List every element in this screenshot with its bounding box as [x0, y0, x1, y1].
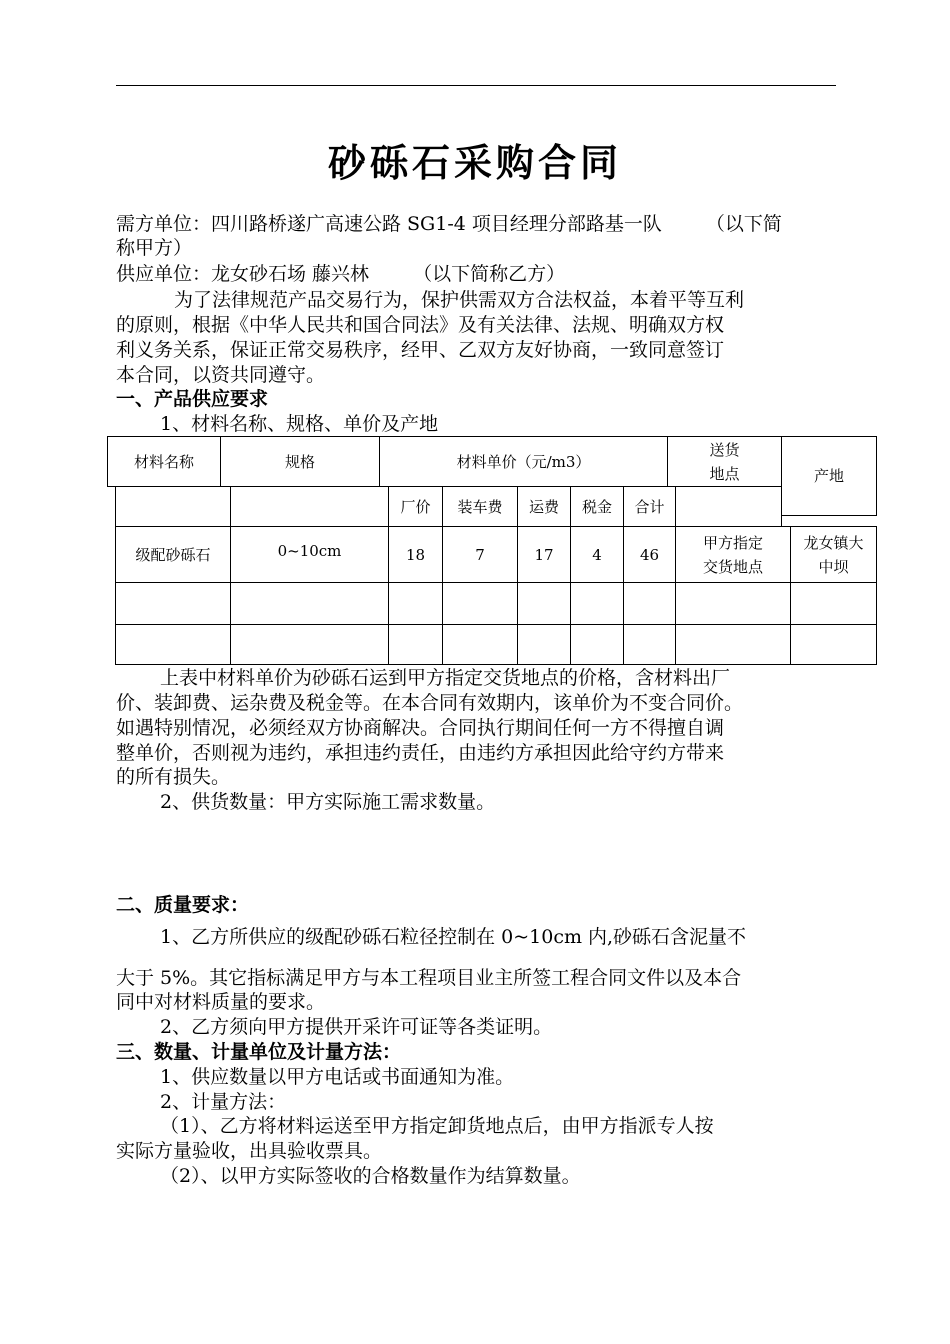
row-origin — [790, 526, 877, 583]
section2-heading: 二、质量要求： — [116, 894, 250, 916]
preamble-line: 利义务关系，保证正常交易秩序，经甲、乙双方友好协商，一致同意签订 — [116, 339, 725, 361]
table-cell — [115, 624, 231, 665]
table-header-spec: 规格 — [220, 436, 380, 487]
buyer-line-cont: 称甲方） — [116, 237, 193, 259]
table-cell — [442, 582, 518, 625]
table-cell — [790, 582, 877, 625]
section1-sub1: 1、材料名称、规格、单价及产地 — [160, 413, 439, 435]
row-delivery-2: 交货地点 — [702, 557, 763, 576]
table-cell — [623, 582, 676, 625]
row-origin-2: 中坝 — [818, 557, 849, 576]
section1-heading: 一、产品供应要求 — [116, 388, 269, 410]
measure-line: 2、计量方法： — [160, 1091, 287, 1113]
table-header-delivery — [667, 436, 782, 487]
table-cell — [442, 624, 518, 665]
table-header-name: 材料名称 — [107, 436, 221, 487]
table-cell — [570, 624, 624, 665]
row-freight: 17 — [517, 526, 571, 583]
measure-line: （1）、乙方将材料运送至甲方指定卸货地点后，由甲方指派专人按 — [160, 1115, 714, 1137]
table-sub-total: 合计 — [623, 486, 676, 527]
after-table-line: 整单价，否则视为违约，承担违约责任，由违约方承担因此给守约方带来 — [116, 742, 725, 764]
table-sub-freight: 运费 — [517, 486, 571, 527]
row-factory: 18 — [388, 526, 443, 583]
table-cell — [230, 486, 389, 527]
table-cell — [517, 582, 571, 625]
table-cell — [115, 582, 231, 625]
measure-line: （2）、以甲方实际签收的合格数量作为结算数量。 — [160, 1165, 581, 1187]
seller-line: 供应单位：龙女砂石场 藤兴林 （以下简称乙方） — [116, 263, 566, 285]
document-title: 砂砾石采购合同 — [327, 141, 622, 185]
row-origin-1: 龙女镇大 — [803, 533, 864, 552]
table-cell — [388, 624, 443, 665]
table-header-price: 材料单价（元/m3） — [379, 436, 668, 487]
table-cell — [115, 486, 231, 527]
table-cell — [623, 624, 676, 665]
quality-line: 1、乙方所供应的级配砂砾石粒径控制在 0~10cm 内,砂砾石含泥量不 — [160, 926, 747, 948]
measure-line: 1、供应数量以甲方电话或书面通知为准。 — [160, 1066, 515, 1088]
supply-quantity: 2、供货数量：甲方实际施工需求数量。 — [160, 791, 496, 813]
measure-line: 实际方量验收，出具验收票具。 — [116, 1140, 383, 1162]
buyer-line: 需方单位：四川路桥遂广高速公路 SG1-4 项目经理分部路基一队 （以下简 — [116, 213, 782, 235]
table-cell — [230, 582, 389, 625]
delivery-label-1: 送货 — [709, 440, 740, 459]
row-name: 级配砂砾石 — [115, 526, 231, 583]
row-delivery-1: 甲方指定 — [702, 533, 763, 552]
after-table-line: 上表中材料单价为砂砾石运到甲方指定交货地点的价格，含材料出厂 — [160, 667, 731, 689]
row-total: 46 — [623, 526, 676, 583]
row-spec: 0~10cm — [230, 526, 389, 583]
table-header-origin: 产地 — [781, 436, 877, 516]
after-table-line: 的所有损失。 — [116, 766, 231, 788]
table-cell — [570, 582, 624, 625]
after-table-line: 如遇特别情况，必须经双方协商解决。合同执行期间任何一方不得擅自调 — [116, 717, 725, 739]
table-sub-tax: 税金 — [570, 486, 624, 527]
quality-line: 同中对材料质量的要求。 — [116, 991, 326, 1013]
table-cell — [675, 582, 791, 625]
row-delivery — [675, 526, 791, 583]
preamble-line: 的原则，根据《中华人民共和国合同法》及有关法律、法规、明确双方权 — [116, 314, 725, 336]
table-cell — [230, 624, 389, 665]
table-cell — [517, 624, 571, 665]
row-tax: 4 — [570, 526, 624, 583]
header-rule — [116, 85, 836, 86]
section3-heading: 三、数量、计量单位及计量方法： — [116, 1041, 402, 1063]
delivery-label-2: 地点 — [709, 464, 740, 483]
row-loading: 7 — [442, 526, 518, 583]
table-cell — [675, 486, 782, 527]
after-table-line: 价、装卸费、运杂费及税金等。在本合同有效期内，该单价为不变合同价。 — [116, 692, 744, 714]
table-sub-factory: 厂价 — [388, 486, 443, 527]
preamble-line: 为了法律规范产品交易行为，保护供需双方合法权益，本着平等互利 — [174, 289, 745, 311]
table-cell — [790, 624, 877, 665]
preamble-line: 本合同，以资共同遵守。 — [116, 364, 326, 386]
table-cell — [388, 582, 443, 625]
quality-line: 2、乙方须向甲方提供开采许可证等各类证明。 — [160, 1016, 553, 1038]
quality-line: 大于 5%。其它指标满足甲方与本工程项目业主所签工程合同文件以及本合 — [116, 967, 742, 989]
table-cell — [675, 624, 791, 665]
table-sub-loading: 装车费 — [442, 486, 518, 527]
